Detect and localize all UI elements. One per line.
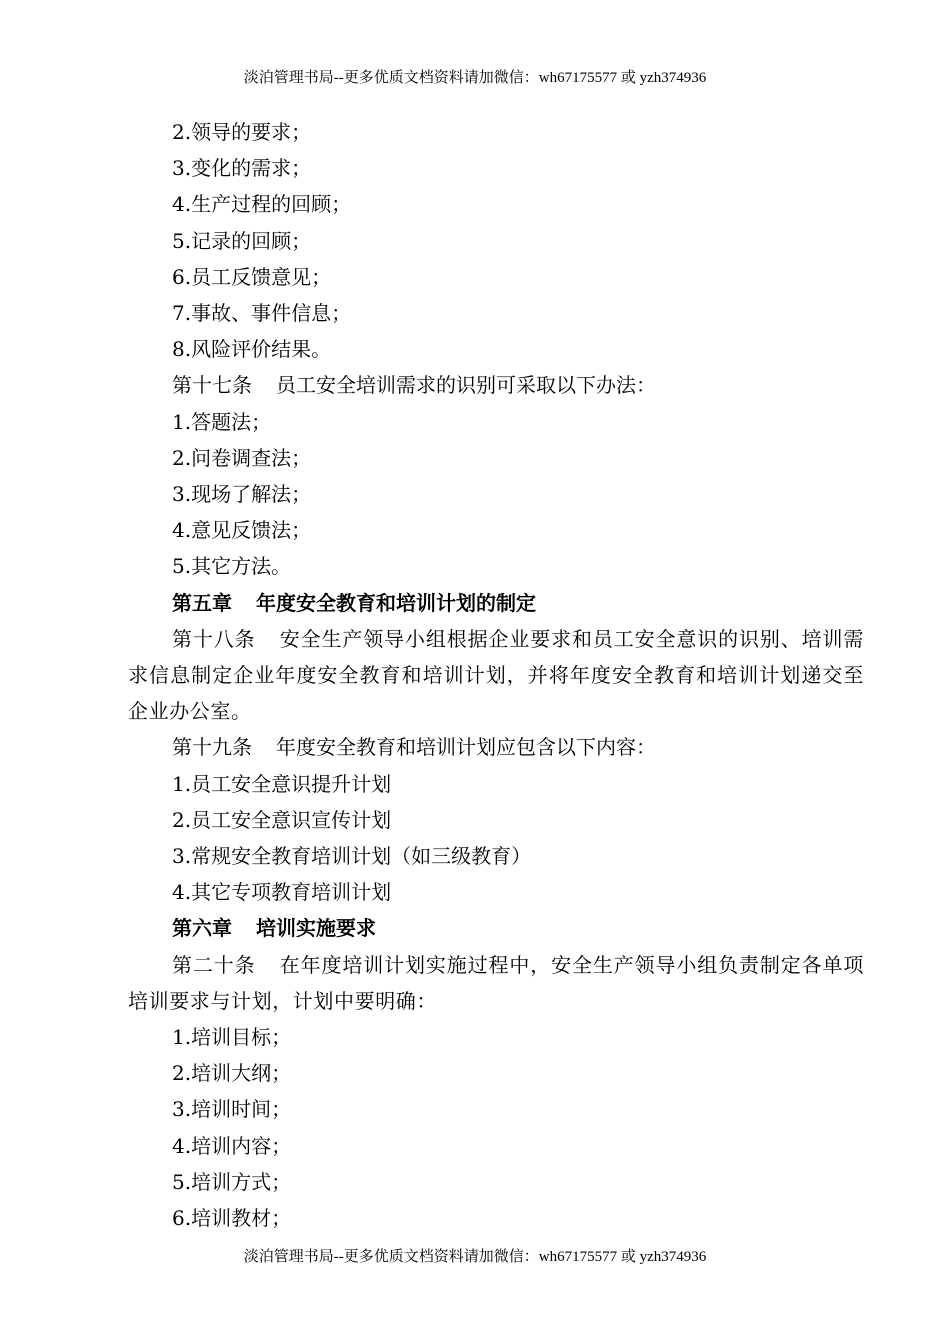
chapter-label: 第五章 (172, 590, 232, 615)
list-item: 7.事故、事件信息； (172, 301, 352, 326)
list-item: 1.培训目标； (172, 1025, 292, 1050)
document-body (128, 114, 864, 1236)
page-footer: 淡泊管理书局--更多优质文档资料请加微信：wh67175577 或 yzh374936 (243, 1249, 707, 1265)
list-item: 2.领导的要求； (172, 120, 312, 144)
list-item: 2.培训大纲； (172, 1061, 292, 1086)
article-text: 员工安全培训需求的识别可采取以下办法： (276, 373, 656, 398)
list-item: 3.常规安全教育培训计划（如三级教育） (172, 844, 532, 869)
list-item: 4.其它专项教育培训计划 (172, 880, 392, 905)
article-17 (128, 367, 864, 403)
list-item: 5.记录的回顾； (172, 228, 312, 253)
list-item: 6.培训教材； (172, 1206, 292, 1231)
chapter-6-heading (128, 910, 864, 946)
article-text: 年度安全教育和培训计划应包含以下内容： (276, 735, 656, 760)
article-text: 在年度培训计划实施过程中，安全生产领导小组负责制定各单项培训要求与计划，计划中要明确： (128, 952, 864, 1013)
list-item: 3.培训时间； (172, 1097, 292, 1122)
list-item: 4.意见反馈法； (172, 518, 312, 543)
list-item: 5.其它方法。 (172, 554, 292, 579)
list-item: 5.培训方式； (172, 1169, 292, 1194)
list-item: 3.变化的需求； (172, 156, 312, 181)
article-label: 第十九条 (172, 735, 252, 760)
article-19 (128, 729, 864, 765)
list-item: 2.问卷调查法； (172, 445, 312, 470)
list-item: 3.现场了解法； (172, 482, 312, 507)
page-header: 淡泊管理书局--更多优质文档资料请加微信：wh67175577 或 yzh374936 (243, 70, 707, 86)
list-item: 8.风险评价结果。 (172, 337, 332, 362)
article-label: 第十八条 (172, 626, 256, 651)
list-item: 4.生产过程的回顾； (172, 192, 352, 217)
article-18 (128, 621, 864, 730)
chapter-title: 年度安全教育和培训计划的制定 (256, 590, 536, 615)
article-text: 安全生产领导小组根据企业要求和员工安全意识的识别、培训需求信息制定企业年度安全教育和培训计划，并将年度安全教育和培训计划递交至企业办公室。 (128, 626, 864, 724)
article-label: 第十七条 (172, 373, 252, 398)
article-label: 第二十条 (172, 952, 256, 977)
chapter-title: 培训实施要求 (256, 916, 376, 941)
chapter-5-heading (128, 585, 864, 621)
article-20 (128, 947, 864, 1019)
list-item: 6.员工反馈意见； (172, 264, 332, 289)
list-item: 1.员工安全意识提升计划 (172, 771, 392, 796)
chapter-label: 第六章 (172, 916, 232, 941)
list-item: 1.答题法； (172, 409, 272, 434)
list-item: 4.培训内容； (172, 1133, 292, 1158)
list-item: 2.员工安全意识宣传计划 (172, 807, 392, 832)
